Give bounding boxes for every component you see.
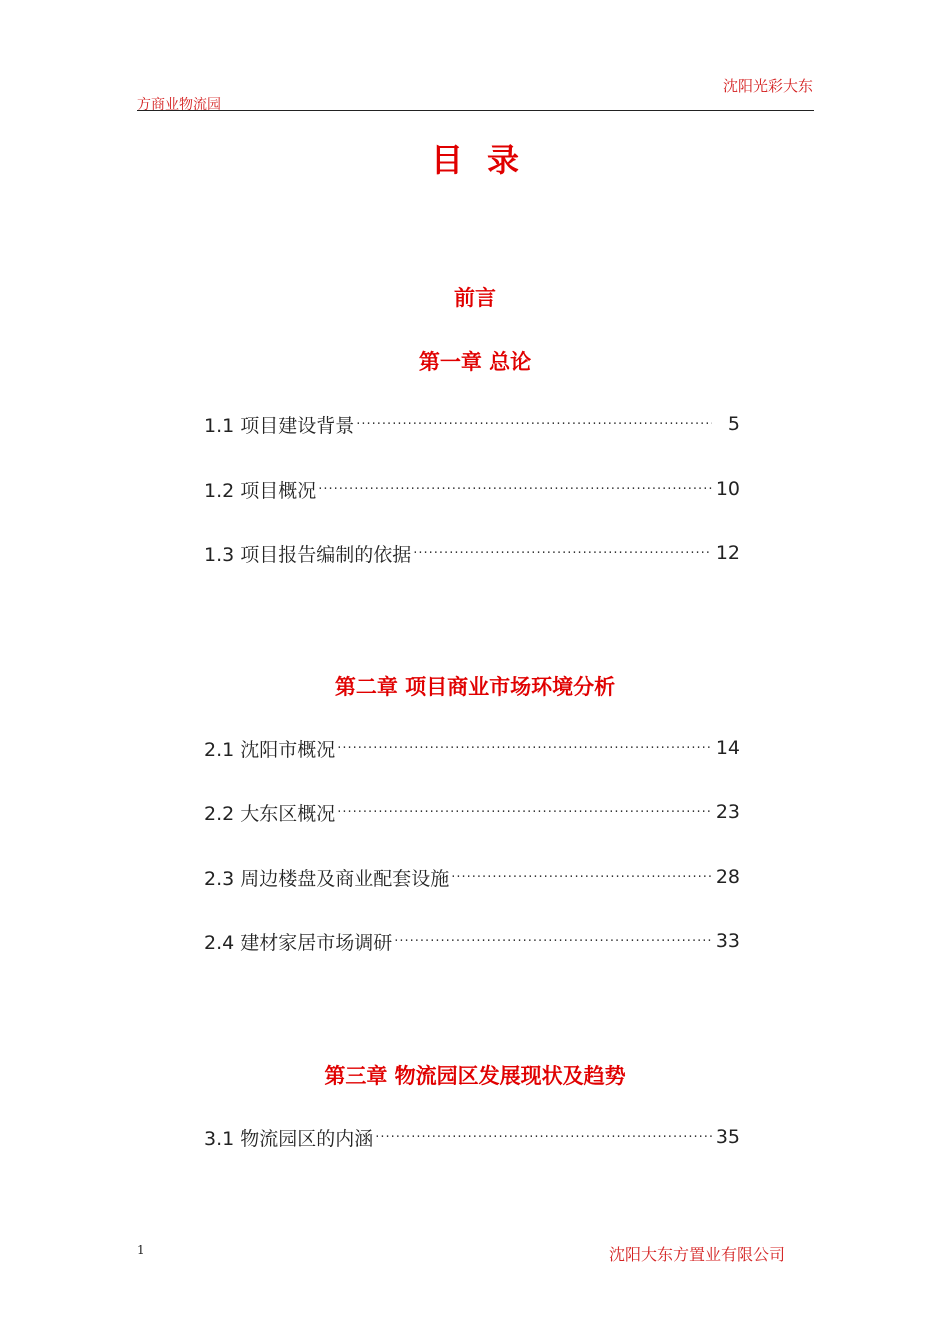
dot-leader (337, 741, 712, 756)
toc-entry-page: 28 (715, 866, 740, 888)
toc-entry-page: 35 (715, 1126, 740, 1148)
section-heading-chapter-3[interactable]: 第三章 物流园区发展现状及趋势 (324, 1064, 626, 1088)
toc-entry-page: 33 (715, 930, 740, 952)
section-heading-preface[interactable]: 前言 (454, 286, 496, 310)
toc-entry-page: 23 (715, 801, 740, 823)
toc-entry[interactable] (204, 409, 740, 439)
dot-leader (337, 805, 712, 820)
toc-entry[interactable] (204, 1122, 740, 1152)
toc-title: 目录 (430, 141, 543, 179)
toc-entry-label: 2.2 大东区概况 (204, 802, 336, 825)
header-right-text: 沈阳光彩大东 (722, 77, 813, 95)
dot-leader (451, 870, 712, 885)
toc-entry[interactable] (204, 862, 740, 892)
toc-entry-label: 3.1 物流园区的内涵 (204, 1127, 374, 1150)
toc-entry-label: 2.1 沈阳市概况 (204, 738, 336, 761)
toc-entry[interactable] (204, 538, 740, 568)
dot-leader (356, 417, 712, 432)
toc-entry[interactable] (204, 926, 740, 956)
dot-leader (413, 546, 712, 561)
toc-entry-page: 5 (727, 413, 740, 435)
dot-leader (394, 934, 712, 949)
toc-entry-page: 12 (715, 542, 740, 564)
section-heading-chapter-1[interactable]: 第一章 总论 (418, 350, 532, 374)
toc-entry[interactable] (204, 797, 740, 827)
header-divider (137, 110, 814, 111)
footer-page-number: 1 (137, 1243, 145, 1257)
toc-entry-page: 14 (715, 737, 740, 759)
toc-entry-label: 1.3 项目报告编制的依据 (204, 543, 412, 566)
dot-leader (375, 1130, 712, 1145)
section-heading-chapter-2[interactable]: 第二章 项目商业市场环境分析 (334, 675, 616, 699)
toc-entry[interactable] (204, 474, 740, 504)
toc-entry-label: 2.3 周边楼盘及商业配套设施 (204, 867, 450, 890)
toc-entry-label: 1.1 项目建设背景 (204, 414, 355, 437)
toc-entry-label: 2.4 建材家居市场调研 (204, 931, 393, 954)
toc-entry-label: 1.2 项目概况 (204, 479, 317, 502)
dot-leader (318, 482, 712, 497)
header-left-text: 方商业物流园 (137, 97, 221, 113)
toc-entry[interactable] (204, 733, 740, 763)
toc-entry-page: 10 (715, 478, 740, 500)
footer-company-name: 沈阳大东方置业有限公司 (608, 1245, 785, 1264)
